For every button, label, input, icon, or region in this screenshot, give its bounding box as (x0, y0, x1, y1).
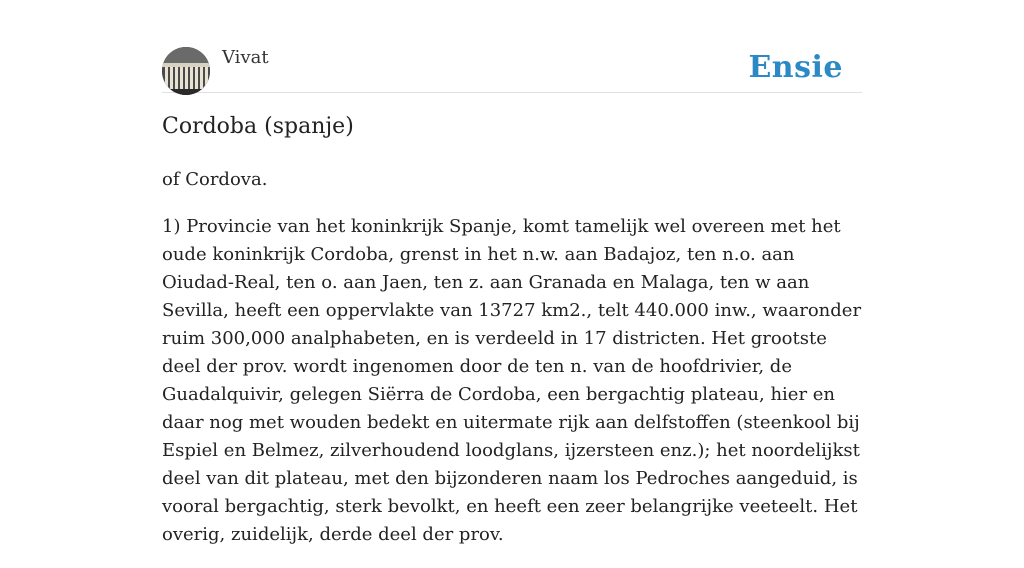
book-spines-icon (162, 47, 210, 95)
brand-logo[interactable]: Ensie (748, 50, 843, 85)
author-name[interactable]: Vivat (222, 47, 269, 68)
article-intro: of Cordova. (162, 169, 268, 190)
article-body: 1) Provincie van het koninkrijk Spanje, komt tamelijk wel overeen met het oude koninkrijk Cordoba, grenst in het n.w. aan Badajoz, ten n.o. aan Oiudad-Real, ten o. aan Jaen, ten z. aan Granada en Malaga, ten w aan Sevilla, heeft een oppervlakte van 13727 km2., telt 440.000 inw., waaronder ruim 300,000 analphabeten, en is verdeeld in 17 districten. Het grootste deel der prov. wordt ingenomen door de ten n. van de hoofdrivier, de Guadalquivir, gelegen Siërra de Cordoba, een bergachtig plateau, hier en daar nog met wouden bedekt en uitermate rijk aan delfstoffen (steenkool bij Espiel en Belmez, zilverhoudend loodglans, ijzersteen enz.); het noordelijkst deel van dit plateau, met den bijzonderen naam los Pedroches aangeduid, is vooral bergachtig, sterk bevolkt, en heeft een zeer belangrijke veeteelt. Het overig, zuidelijk, derde deel der prov. (162, 216, 862, 545)
article-content (162, 166, 862, 568)
header (162, 46, 862, 93)
author-avatar[interactable] (162, 47, 210, 95)
article-title: Cordoba (spanje) (162, 114, 354, 139)
